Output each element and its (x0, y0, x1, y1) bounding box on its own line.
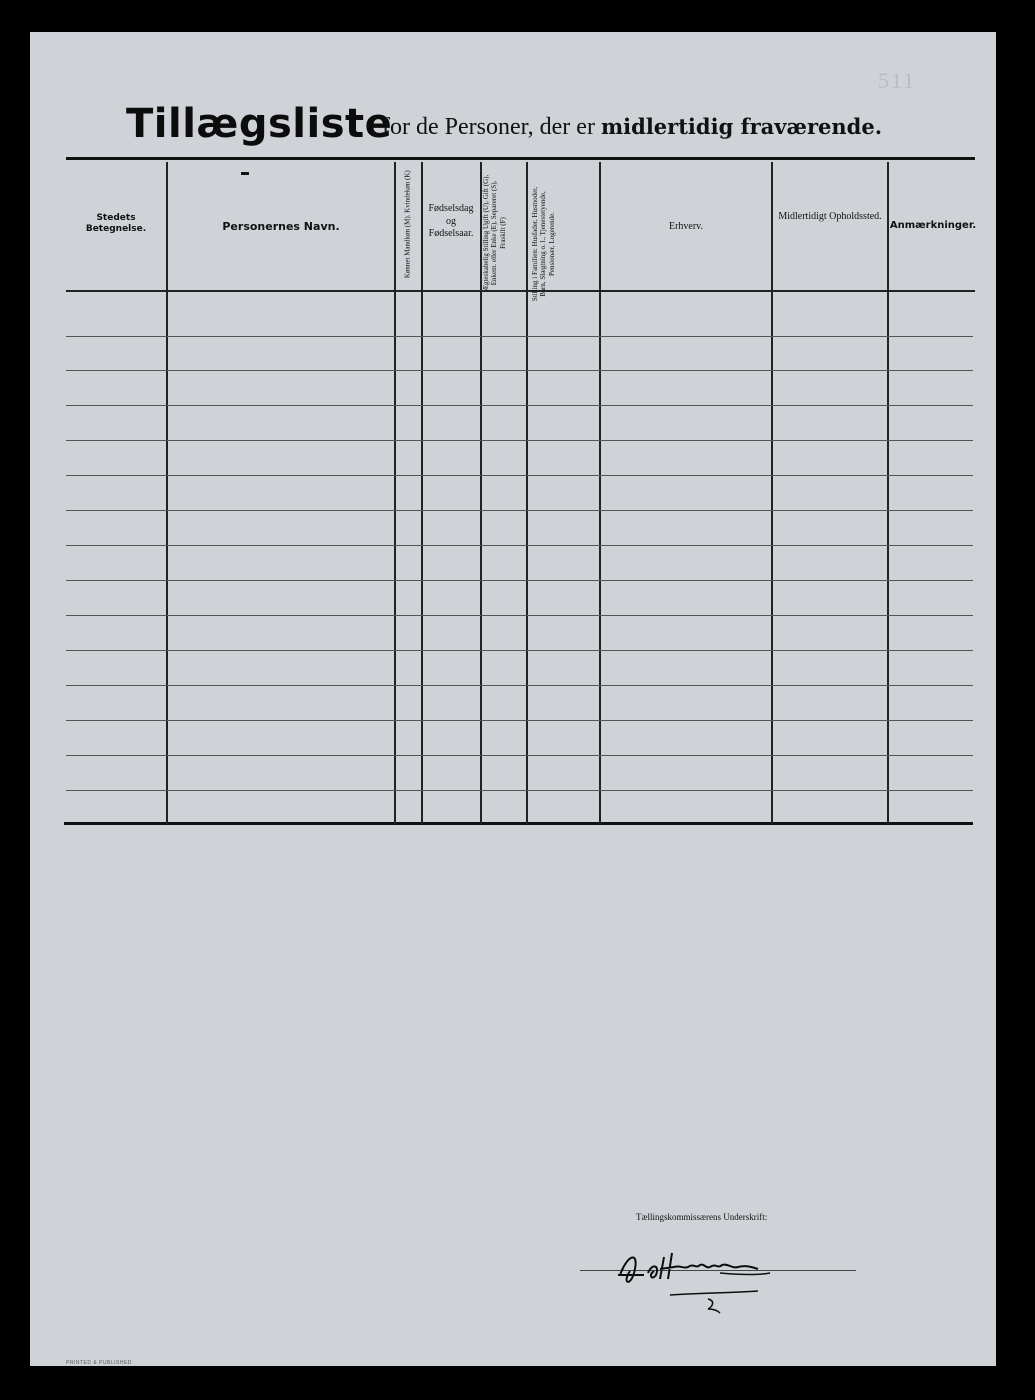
row-line (66, 790, 973, 791)
header-stilling-i-familien: Stilling i Familien: Husfader, Husmoder, Barn, Slægtning o. l., Tjenestetyende, Pensionær, Logerende. (531, 186, 556, 302)
header-stedets-betegnelse: Stedets Betegnelse. (85, 213, 147, 235)
header-personernes-navn: Personernes Navn. (222, 220, 340, 233)
header-konnet: Kønnet Mandkøn (M). Kvindekøn (K) (403, 170, 412, 279)
column-divider (421, 162, 423, 824)
archive-stamp: 511 (878, 68, 917, 93)
printer-imprint: PRINTED & PUBLISHED (66, 1360, 132, 1366)
row-line (66, 440, 973, 441)
row-line (66, 336, 973, 337)
header-fodselsdag: Fødselsdag og Fødselsaar. (428, 203, 474, 239)
header-erhverv: Erhverv. (668, 221, 704, 232)
row-line (66, 370, 973, 371)
column-divider (887, 162, 889, 824)
column-divider (394, 162, 396, 824)
row-line (66, 475, 973, 476)
column-divider (599, 162, 601, 824)
row-line (66, 720, 973, 721)
header-midlertidigt-opholdssted: Midlertidigt Opholdssted. (778, 211, 882, 222)
row-line (66, 685, 973, 686)
top-rule (66, 157, 975, 160)
title-sub-bold: midlertidig fraværende. (600, 114, 883, 139)
column-divider (771, 162, 773, 824)
ink-mark (241, 172, 249, 175)
header-aegteskabelig-stilling: Ægteskabelig Stilling Ugift (U), Gift (G), Enkem. eller Enke (E), Separeret (S), Fraskilt (F) (482, 174, 507, 292)
signature-label: Tællingskommissærens Underskrift: (636, 1212, 768, 1222)
title-sub-plain: for de Personer, der er (382, 114, 595, 140)
row-line (66, 650, 973, 651)
row-line (66, 755, 973, 756)
row-line (66, 580, 973, 581)
header-anmaerkninger: Anmærkninger. (889, 220, 977, 231)
title-main: Tillægsliste (126, 101, 393, 147)
row-line (66, 615, 973, 616)
row-line (66, 405, 973, 406)
row-line (66, 510, 973, 511)
column-divider (526, 162, 528, 824)
handwritten-signature (600, 1235, 790, 1325)
title-sub (382, 110, 882, 144)
form-title (0, 100, 1035, 150)
column-divider (166, 162, 168, 824)
bottom-rule (64, 822, 973, 825)
row-line (66, 545, 973, 546)
